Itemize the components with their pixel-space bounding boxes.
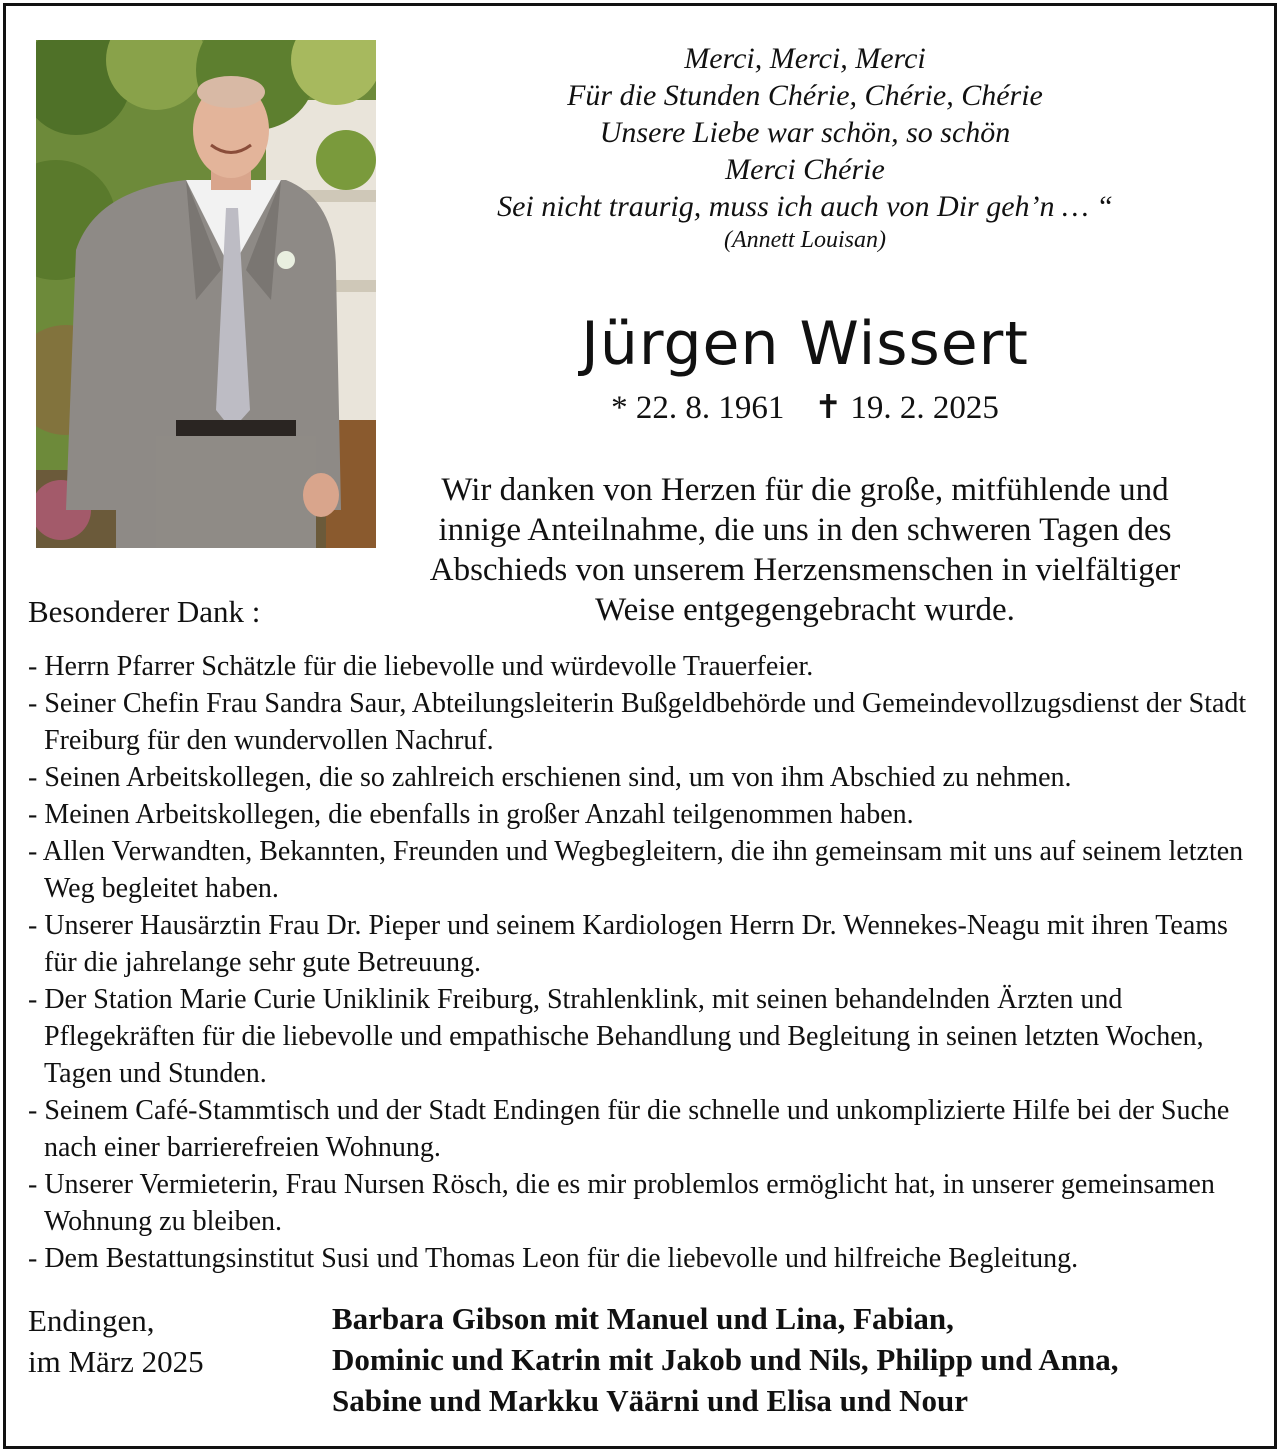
date: im März 2025	[28, 1344, 204, 1379]
family-line: Sabine und Markku Väärni und Elisa und Nour	[332, 1383, 969, 1418]
family-signature	[332, 1298, 1252, 1421]
special-thanks-list	[28, 648, 1252, 1277]
thanks-line: innige Anteilnahme, die uns in den schweren Tagen des	[438, 512, 1172, 548]
life-dates	[420, 388, 1190, 428]
special-thanks-heading: Besonderer Dank :	[28, 594, 261, 629]
list-item: - Dem Bestattungsinstitut Susi und Thomas Leon für die liebevolle und hilfreiche Begleitung.	[28, 1243, 1079, 1274]
portrait-photo-icon	[36, 40, 376, 548]
list-item: - Unserer Hausärztin Frau Dr. Pieper und seinem Kardiologen Herrn Dr. Wennekes-Neagu mit ihren Teams für die jahrelange sehr gute Betreuung.	[28, 910, 1228, 978]
poem-line: Unsere Liebe war schön, so schön	[599, 116, 1011, 149]
poem-line: Sei nicht traurig, muss ich auch von Dir geh’n … “	[497, 190, 1113, 223]
list-item: - Meinen Arbeitskollegen, die ebenfalls in großer Anzahl teilgenommen haben.	[28, 799, 914, 830]
thanks-line: Wir danken von Herzen für die große, mitfühlende und	[441, 472, 1169, 508]
list-item: - Allen Verwandten, Bekannten, Freunden und Wegbegleitern, die ihn gemeinsam mit uns auf seinem letzten Weg begleitet haben.	[28, 836, 1244, 904]
poem-line: Für die Stunden Chérie, Chérie, Chérie	[567, 79, 1043, 112]
list-item: - Seiner Chefin Frau Sandra Saur, Abteilungsleiterin Bußgeldbehörde und Gemeindevollzugsdienst der Stadt Freiburg für den wundervollen Nachruf.	[28, 688, 1247, 756]
portrait-photo	[36, 40, 376, 548]
thanks-line: Weise entgegengebracht wurde.	[595, 592, 1015, 628]
death-date: ✝ 19. 2. 2025	[814, 390, 999, 426]
list-item: - Herrn Pfarrer Schätzle für die liebevolle und würdevolle Trauerfeier.	[28, 651, 814, 682]
poem	[420, 40, 1190, 255]
deceased-name: Jürgen Wissert	[581, 309, 1029, 379]
family-line: Barbara Gibson mit Manuel und Lina, Fabian,	[332, 1301, 954, 1336]
list-item: - Seinen Arbeitskollegen, die so zahlreich erschienen sind, um von ihm Abschied zu nehmen.	[28, 762, 1072, 793]
list-item: - Seinem Café-Stammtisch und der Stadt Endingen für die schnelle und unkomplizierte Hilfe bei der Suche nach einer barrierefreien Wohnung.	[28, 1095, 1230, 1163]
birth-date: * 22. 8. 1961	[611, 390, 785, 426]
family-line: Dominic und Katrin mit Jakob und Nils, Philipp und Anna,	[332, 1342, 1119, 1377]
list-item: - Unserer Vermieterin, Frau Nursen Rösch, die es mir problemlos ermöglicht hat, in unserer gemeinsamen Wohnung zu bleiben.	[28, 1169, 1215, 1237]
place-and-date	[28, 1300, 204, 1382]
place: Endingen,	[28, 1303, 155, 1338]
thanks-paragraph	[400, 470, 1210, 630]
poem-line: Merci, Merci, Merci	[684, 42, 926, 75]
poem-line: Merci Chérie	[725, 153, 885, 186]
thanks-line: Abschieds von unserem Herzensmenschen in vielfältiger	[429, 552, 1181, 588]
poem-attribution: (Annett Louisan)	[724, 227, 886, 253]
list-item: - Der Station Marie Curie Uniklinik Freiburg, Strahlenklink, mit seinen behandelnden Ärzten und Pflegekräften für die liebevolle und empathische Behandlung und Begleitung in seinen letzten Wochen, Tagen und Stunden.	[28, 984, 1204, 1089]
